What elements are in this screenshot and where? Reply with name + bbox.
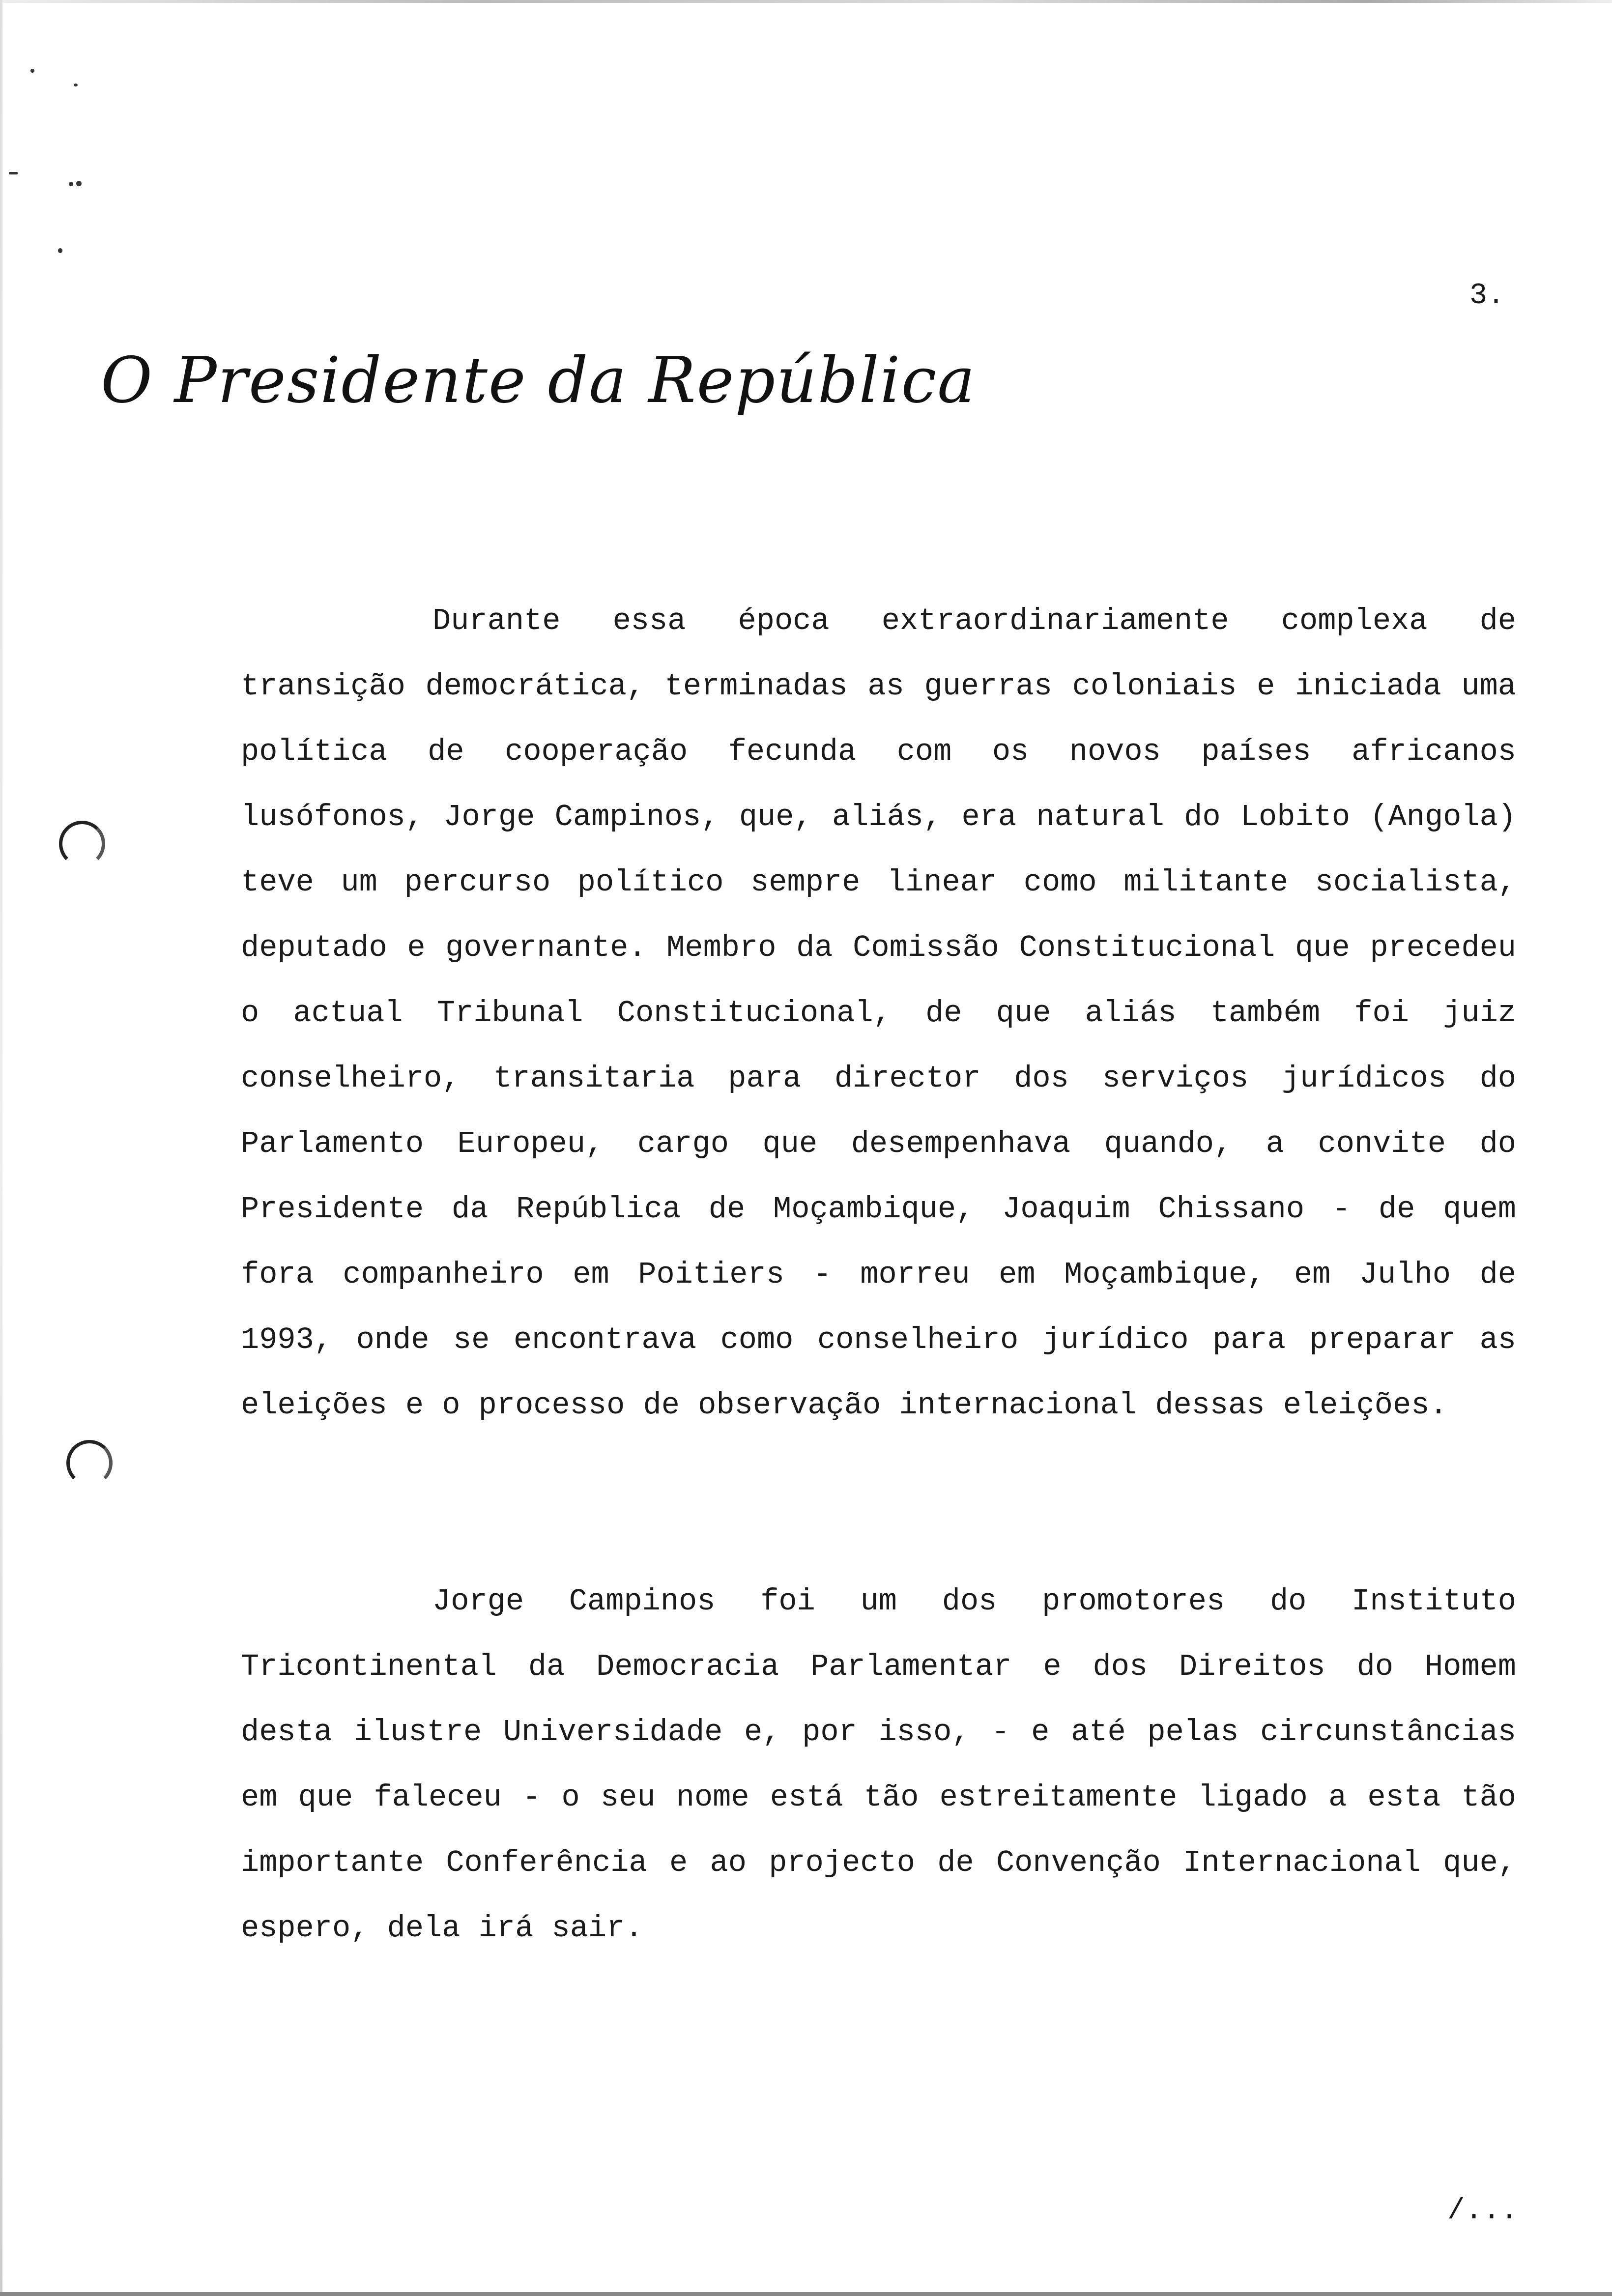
scan-top-edge xyxy=(0,0,1612,3)
scan-speck xyxy=(9,172,18,174)
scan-speck xyxy=(69,182,73,186)
body-paragraph-2: Jorge Campinos foi um dos promotores do Instituto Tricontinental da Democracia Parlamentar e dos Direitos do Homem desta ilustre Universidade e, por isso, - e até pelas circunstâncias em que faleceu - o seu nome está tão estreitamente ligado a esta tão importante Conferência e ao projecto de Convenção Internacional que, espero, dela irá sair. xyxy=(241,1584,1516,1946)
scan-speck xyxy=(30,69,34,73)
page-number: 3. xyxy=(1469,279,1505,313)
scan-bottom-edge xyxy=(0,2292,1612,2296)
letterhead-title: O Presidente da República xyxy=(101,344,976,417)
punch-hole xyxy=(66,1440,113,1486)
body-paragraph-1: Durante essa época extraordinariamente complexa de transição democrática, terminadas as guerras coloniais e iniciada uma política de cooperação fecunda com os novos países africanos lusófonos, Jorge Campinos, que, aliás, era natural do Lobito (Angola) teve um percurso político sempre linear como militante socialista, deputado e governante. Membro da Comissão Constitucional que precedeu o actual Tribunal Constitucional, de que aliás também foi juiz conselheiro, transitaria para director dos serviços jurídicos do Parlamento Europeu, cargo que desempenhava quando, a convite do Presidente da República de Moçambique, Joaquim Chissano - de quem fora companheiro em Poitiers - morreu em Moçambique, em Julho de 1993, onde se encontrava como conselheiro jurídico para preparar as eleições e o processo de observação internacional dessas eleições. xyxy=(241,603,1516,1423)
scan-speck xyxy=(74,84,78,86)
punch-hole xyxy=(59,821,105,867)
scan-left-edge xyxy=(0,0,2,2296)
scan-speck xyxy=(58,248,62,253)
scan-speck xyxy=(76,181,82,186)
continuation-mark: /... xyxy=(1447,2194,1519,2228)
